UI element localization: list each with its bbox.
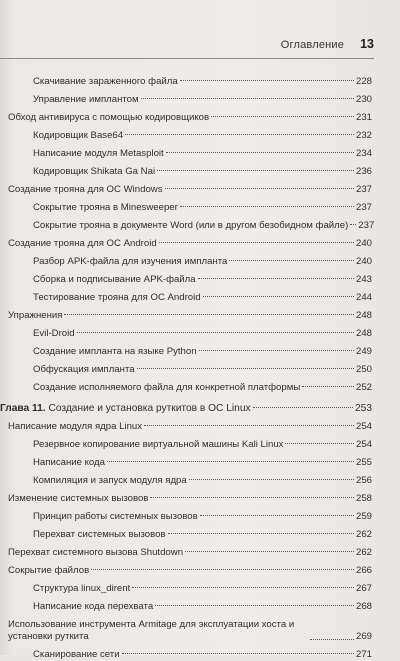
toc-entry-page: 259 — [355, 511, 372, 522]
toc-entry-title: Создание трояна для ОС Android — [8, 238, 157, 249]
dot-leader — [155, 605, 354, 606]
dot-leader — [107, 461, 354, 462]
dot-leader — [64, 314, 354, 315]
toc-entry-page: 243 — [355, 274, 372, 285]
dot-leader — [132, 587, 354, 588]
toc-entry-title: Создание импланта на языке Python — [33, 346, 197, 357]
toc-entry-title: Изменение системных вызовов — [8, 493, 149, 504]
toc-entry-page: 271 — [355, 649, 372, 660]
toc-entry-title: Написание модуля Metasploit — [33, 148, 164, 159]
toc-entry-page: 252 — [355, 382, 372, 393]
toc-entry-title: Обход антивируса с помощью кодировщиков — [8, 112, 210, 123]
toc-entry-page: 268 — [355, 601, 372, 612]
toc-entry-title: Сокрытие трояна в Minesweeper — [33, 202, 178, 213]
toc-entry — [0, 619, 372, 643]
toc-entry — [0, 238, 372, 250]
toc-entry-title: Написание кода перехвата — [33, 601, 154, 612]
dot-leader — [168, 533, 354, 534]
dot-leader — [253, 407, 353, 408]
toc-entry-page: 237 — [355, 184, 372, 195]
dot-leader — [180, 80, 354, 81]
toc-entry-title: Структура linux_dirent — [33, 583, 131, 594]
toc-entry-page: 228 — [355, 76, 372, 87]
dot-leader — [198, 278, 354, 279]
toc-entry — [0, 94, 372, 106]
toc-entry — [0, 439, 372, 451]
toc-entry — [0, 601, 372, 613]
toc-entry-title: Кодировщик Base64 — [33, 130, 124, 141]
toc-entry — [0, 328, 372, 340]
toc-entry-title: Разбор APK-файла для изучения импланта — [33, 256, 228, 267]
dot-leader — [122, 653, 354, 654]
toc-entry — [0, 148, 372, 160]
header-divider — [0, 58, 374, 59]
dot-leader — [141, 98, 354, 99]
toc-entry-page: 258 — [355, 493, 372, 504]
toc-entry — [0, 256, 372, 268]
toc-entry-title: Перехват системных вызовов — [33, 529, 166, 540]
dot-leader — [199, 350, 354, 351]
dot-leader — [189, 479, 354, 480]
toc-entry — [0, 274, 372, 286]
toc-entry — [0, 310, 372, 322]
toc-entry — [0, 292, 372, 304]
toc-entry-title: Сборка и подписывание APK-файла — [33, 274, 196, 285]
toc-entry-title: Компиляция и запуск модуля ядра — [33, 475, 187, 486]
toc-entry-page: 237 — [358, 220, 375, 231]
toc-entry-title: Упражнения — [8, 310, 63, 321]
toc-entry — [0, 583, 372, 595]
toc-entry-page: 240 — [355, 238, 372, 249]
toc-entry — [0, 220, 375, 232]
toc-entry — [0, 382, 372, 394]
toc-entry-title: Обфускация импланта — [33, 364, 135, 375]
dot-leader — [157, 170, 354, 171]
toc-entry-title: Evil-Droid — [33, 328, 75, 339]
toc-entry-page: 250 — [355, 364, 372, 375]
toc-entry — [0, 166, 372, 178]
toc-entry-page: 240 — [355, 256, 372, 267]
dot-leader — [91, 569, 354, 570]
toc-entry — [0, 649, 372, 661]
toc-entry-page: 244 — [355, 292, 372, 303]
dot-leader — [229, 260, 354, 261]
toc-entry-page: 248 — [355, 328, 372, 339]
toc-entry-title: Сокрытие трояна в документе Word (или в другом безобидном файле) — [33, 220, 349, 231]
dot-leader — [350, 224, 356, 225]
toc-entry — [0, 493, 372, 505]
header-section-title: Оглавление — [280, 39, 345, 51]
toc-entry-page: 232 — [355, 130, 372, 141]
toc-entry — [0, 184, 372, 196]
toc-entry — [0, 112, 372, 124]
toc-entry-title: Создание трояна для ОС Windows — [8, 184, 163, 195]
toc-entry-title: Сканирование сети — [33, 649, 120, 660]
toc-entry — [0, 565, 372, 577]
toc-chapter-heading — [0, 403, 251, 415]
toc-entry-page: 236 — [355, 166, 372, 177]
dot-leader — [137, 368, 354, 369]
toc-entry-page: 254 — [355, 439, 372, 450]
toc-entry-title: Управление имплантом — [33, 94, 139, 105]
toc-entry — [0, 529, 372, 541]
toc-entry — [0, 76, 372, 88]
toc-entry-page: 253 — [355, 403, 372, 414]
toc-entry — [0, 457, 372, 469]
toc-entry-page: 267 — [355, 583, 372, 594]
toc-entry-title: Резервное копирование виртуальной машины Kali Linux — [33, 439, 284, 450]
toc-chapter-entry — [0, 403, 372, 415]
dot-leader — [180, 206, 354, 207]
dot-leader — [310, 639, 354, 640]
toc-entry-title: Использование инструмента Armitage для эксплуатации хоста и установки руткита — [8, 619, 295, 642]
toc-entry-title: Принцип работы системных вызовов — [33, 511, 198, 522]
chapter-title: Создание и установка руткитов в ОС Linux — [48, 403, 251, 414]
toc-entry-title: Создание исполняемого файла для конкретной платформы — [33, 382, 301, 393]
dot-leader — [144, 425, 354, 426]
toc-entry — [0, 511, 372, 523]
toc-entry-page: 262 — [355, 547, 372, 558]
toc-entry-title: Написание модуля ядра Linux — [8, 421, 143, 432]
dot-leader — [285, 443, 354, 444]
dot-leader — [200, 515, 354, 516]
toc-entry — [0, 421, 372, 433]
running-header — [0, 37, 374, 53]
toc-entry-page: 266 — [355, 565, 372, 576]
toc-entry-page: 269 — [355, 631, 372, 642]
dot-leader — [77, 332, 354, 333]
toc-entry-page: 234 — [355, 148, 372, 159]
dot-leader — [159, 242, 354, 243]
toc-entry-title: Скачивание зараженного файла — [33, 76, 178, 87]
toc-entry — [0, 130, 372, 142]
toc-entry — [0, 346, 372, 358]
header-page-number: 13 — [360, 37, 374, 51]
dot-leader — [185, 551, 354, 552]
toc-entry-page: 262 — [355, 529, 372, 540]
toc-entry — [0, 475, 372, 487]
toc-entry-title: Написание кода — [33, 457, 105, 468]
toc-entry — [0, 202, 372, 214]
toc-entry-page: 256 — [355, 475, 372, 486]
dot-leader — [165, 188, 354, 189]
dot-leader — [203, 296, 354, 297]
toc-entry-title: Тестирование трояна для ОС Android — [33, 292, 201, 303]
toc-entry-page: 237 — [355, 202, 372, 213]
toc-entry-page: 230 — [355, 94, 372, 105]
dot-leader — [302, 386, 354, 387]
dot-leader — [211, 116, 354, 117]
toc-entry-page: 231 — [355, 112, 372, 123]
toc-entry — [0, 364, 372, 376]
dot-leader — [125, 134, 354, 135]
toc-entry — [0, 547, 372, 559]
toc-entry-page: 249 — [355, 346, 372, 357]
chapter-label: Глава 11. — [0, 403, 46, 414]
toc-entry-title: Перехват системного вызова Shutdown — [8, 547, 184, 558]
toc-entry-page: 248 — [355, 310, 372, 321]
toc-entry-title: Кодировщик Shikata Ga Nai — [33, 166, 156, 177]
toc-entry-page: 255 — [355, 457, 372, 468]
toc-entry-page: 254 — [355, 421, 372, 432]
dot-leader — [150, 497, 354, 498]
dot-leader — [166, 152, 354, 153]
toc-entry-title: Сокрытие файлов — [8, 565, 90, 576]
